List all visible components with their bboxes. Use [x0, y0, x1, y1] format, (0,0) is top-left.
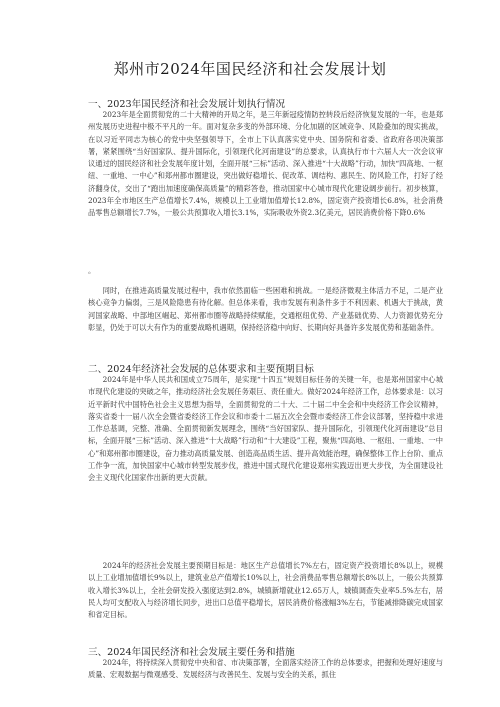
section-1-paragraph-1: 2023年是全面贯彻党的二十大精神的开局之年，是三年新冠疫情防控转段后经济恢复发展的一年，也是郑州发展历史进程中极不平凡的一年。面对复杂多变的外部环境、分化加剧的区域竞争、风险叠加的现实挑战，在以习近平同志为核心的党中央坚强领导下，全市上下认真落实党中央、国务院和省委、省政府各项决策部署，紧紧围绕“当好国家队、提升国际化，引领现代化河南建设”的总要求，认真执行市十六届人大一次会议审议通过的国民经济和社会发展年度计划，全面开展“三标”活动、深入推进“十大战略”行动，加快“四高地、一枢纽、一重地、一中心”和郑州都市圈建设，突出做好稳增长、促改革、调结构、惠民生、防风险工作，打好了经济翻身仗，交出了“跑出加速度确保高质量”的精彩答卷，推动国家中心城市现代化建设阔步前行。初步核算，2023年全市地区生产总值增长7.4%，规模以上工业增加值增长12.8%，固定资产投资增长6.8%，社会消费品零售总额增长7.7%，一般公共预算收入增长3.1%，实际吸收外资2.3亿美元，居民消费价格下降0.6%: [88, 110, 443, 218]
section-heading-3: 三、2024年国民经济和社会发展主要任务和措施: [88, 647, 295, 658]
section-1-paragraph-2: 。: [88, 266, 96, 275]
section-2-paragraph-2: 2024年的经济社会发展主要预期目标是：地区生产总值增长7%左右，固定资产投资增长8%以上，规模以上工业增加值增长9%以上，建筑业总产值增长10%以上，社会消费品零售总额增长8%以上，一般公共预算收入增长3%以上，全社会研发投入强度达到2.8%，城镇新增就业12.65万人，城镇调查失业率5.5%左右，居民人均可支配收入与经济增长同步，进出口总值平稳增长，居民消费价格涨幅3%左右，节能减排降碳完成国家和省定目标。: [88, 561, 443, 620]
section-3-paragraph-1: 2024年，将持续深入贯彻党中央和省、市决策部署，全面落实经济工作的总体要求，把握和处理好速度与质量、宏观数据与微观感受、发展经济与改善民生、发展与安全的关系，抓住: [88, 658, 443, 680]
section-heading-2: 二、2024年经济社会发展的总体要求和主要预期目标: [88, 364, 314, 375]
section-1-paragraph-3: 同时，在推进高质量发展过程中，我市依然面临一些困难和挑战。一是经济微观主体活力不足，二是产业核心竞争力偏弱，三是风险隐患有待化解。但总体来看，我市发展有利条件多于不利因素、机遇大于挑战，黄河国家战略、中部地区崛起、郑州都市圈等战略持续赋能，交通枢纽优势、产业基础优势、人力资源优势充分彰显，仍处于可以大有作为的重要战略机遇期，保持经济稳中向好、长期向好具备许多发展优势和基础条件。: [88, 286, 443, 332]
document-title: 郑州市2024年国民经济和社会发展计划: [113, 60, 387, 78]
section-heading-1: 一、2023年国民经济和社会发展计划执行情况: [88, 99, 286, 110]
section-2-paragraph-1: 2024年是中华人民共和国成立75周年，是实现“十四五”规划目标任务的关键一年，也是郑州国家中心城市现代化建设的突破之年，推动经济社会发展任务艰巨、责任重大。做好2024年经济工作，总体要求是：以习近平新时代中国特色社会主义思想为指导，全面贯彻党的二十大、二十届二中全会和中央经济工作会议精神，落实省委十一届八次全会暨省委经济工作会议和市委十二届五次全会暨市委经济工作会议部署，坚持稳中求进工作总基调，完整、准确、全面贯彻新发展理念，围绕“当好国家队、提升国际化，引领现代化河南建设”总目标，全面开展“三标”活动、深入推进“十大战略”行动和“十大建设”工程，聚焦“四高地、一枢纽、一重地、一中心”和郑州都市圈建设，奋力推动高质量发展、创造高品质生活、提升高效能治理，确保整体工作上台阶、重点工作争一流，加快国家中心城市转型发展步伐，推进中国式现代化建设郑州实践迈出更大步伐，为全面建设社会主义现代化国家作出新的更大贡献。: [88, 375, 443, 483]
